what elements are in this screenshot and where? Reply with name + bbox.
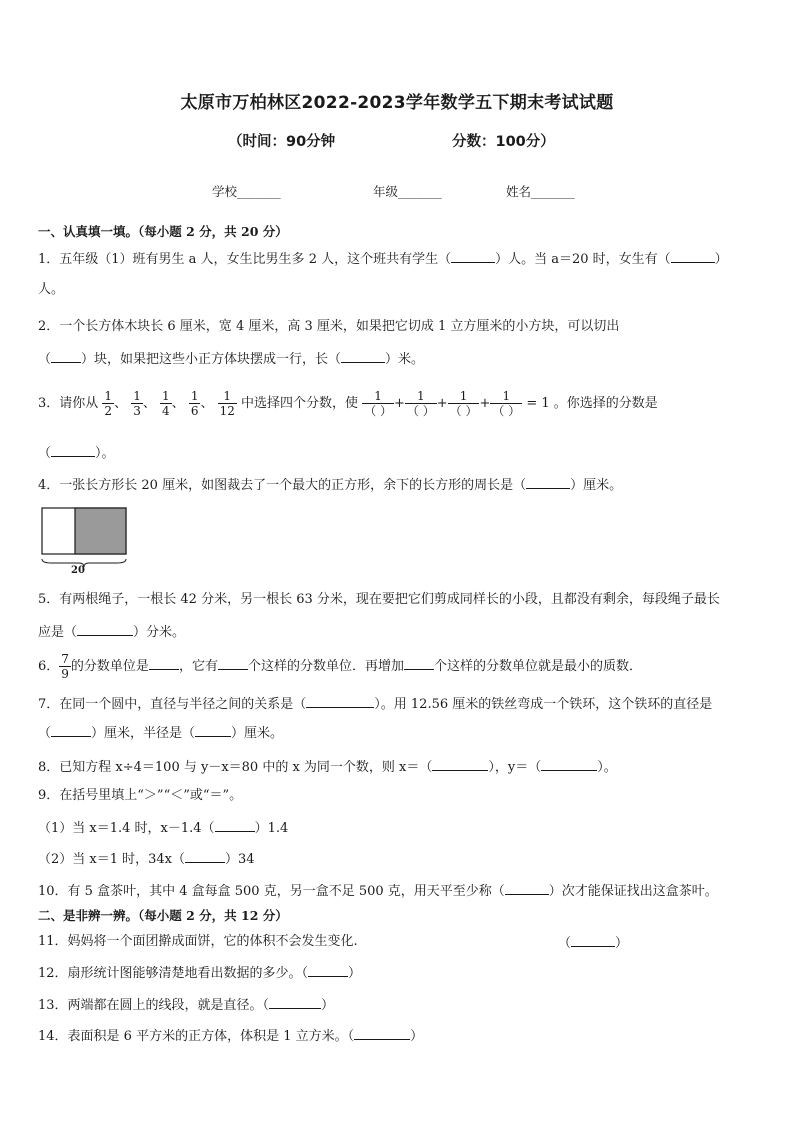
question-text: ）	[348, 966, 362, 981]
answer-blank[interactable]	[451, 248, 495, 263]
question-text: 4．一张长方形长 20 厘米，如图裁去了一个最大的正方形，余下的长方形的周长是（	[38, 478, 527, 493]
answer-blank[interactable]	[149, 655, 179, 670]
question-text: 7．在同一个圆中，直径与半径之间的关系是（	[38, 697, 307, 712]
answer-blank[interactable]	[185, 848, 225, 863]
question-text: 13．两端都在圆上的线段，就是直径。（	[38, 998, 270, 1013]
question-2-line-2	[38, 348, 424, 370]
question-2-line-1: 2．一个长方体木块长 6 厘米，宽 4 厘米，高 3 厘米，如果把它切成 1 立方厘米的小方块，可以切出	[38, 319, 620, 334]
answer-blank[interactable]	[308, 962, 348, 977]
rectangle-figure	[41, 507, 131, 583]
question-text: ）厘米。	[231, 726, 284, 741]
question-text: 中选择四个分数，使	[241, 396, 359, 411]
figure-length-label: 20	[71, 565, 85, 576]
question-6	[38, 650, 642, 684]
answer-blank[interactable]	[51, 722, 91, 737]
question-5-line-2	[38, 621, 185, 643]
answer-blank[interactable]	[51, 348, 81, 363]
fraction-1-12: $\frac{1}{12}$	[219, 389, 235, 418]
question-9-part-2	[38, 848, 255, 870]
question-9-part-1	[38, 817, 288, 839]
question-7-line-2	[38, 722, 283, 744]
question-text: （	[38, 726, 52, 741]
exam-score: 分数：100分）	[452, 134, 555, 150]
answer-blank[interactable]	[306, 693, 374, 708]
question-5-line-1: 5．有两根绳子，一根长 42 分米，另一根长 63 分米，现在要把它们剪成同样长的小段，且都没有剩余，每段绳子最长	[38, 592, 720, 607]
answer-blank[interactable]	[526, 474, 570, 489]
question-text: 3．请你从	[38, 396, 99, 411]
answer-blank[interactable]	[269, 994, 321, 1009]
fraction-1-4: $\frac{1}{4}$	[162, 389, 170, 418]
separator: 、	[142, 396, 156, 411]
question-text: ）	[321, 998, 335, 1013]
question-text: ）米。	[385, 352, 425, 367]
fraction-1-2: $\frac{1}{2}$	[104, 389, 113, 418]
answer-blank[interactable]	[505, 880, 549, 895]
separator: 、	[114, 396, 128, 411]
question-text: ）。用 12.56 厘米的铁丝弯成一个铁环，这个铁环的直径是	[374, 697, 713, 712]
question-text: ）34	[225, 852, 255, 867]
question-text: 8．已知方程 x÷4＝100 与 y－x＝80 中的 x 为同一个数，则 x＝（	[38, 760, 433, 775]
question-text: 个这样的分数单位就是最小的质数．	[433, 659, 642, 674]
question-3-line-1	[38, 384, 658, 424]
name-field[interactable]: 姓名_______	[506, 184, 575, 199]
question-text: ）次才能保证找出这盒茶叶。	[548, 884, 718, 899]
question-9: 9．在括号里填上“＞”“＜”或“＝”。	[38, 788, 243, 803]
question-text: （	[38, 352, 52, 367]
school-field[interactable]: 学校_______	[212, 184, 281, 199]
question-text: ）厘米，半径是（	[91, 726, 196, 741]
answer-blank[interactable]	[671, 248, 715, 263]
plus-sign: +	[479, 396, 491, 411]
fraction-slot[interactable]: $\frac{1}{( )}$	[449, 389, 478, 418]
question-11-answer	[558, 932, 628, 954]
question-7-line-1	[38, 693, 712, 715]
question-text: 个这样的分数单位．再增加	[247, 659, 404, 674]
answer-blank[interactable]	[432, 756, 488, 771]
question-13	[38, 994, 334, 1016]
answer-blank[interactable]	[77, 621, 133, 636]
question-text: ）。	[597, 760, 617, 775]
plus-sign: +	[436, 396, 448, 411]
question-text: 应是（	[38, 625, 78, 640]
question-text: 6．	[38, 659, 60, 674]
plus-sign: +	[394, 396, 405, 411]
question-text: ）块，如果把这些小正方体块摆成一行，长（	[81, 352, 342, 367]
question-1-line-2: 人。	[38, 282, 65, 297]
question-text: 10．有 5 盒茶叶，其中 4 盒每盒 500 克，另一盒不足 500 克，用天平至少称（	[38, 884, 505, 899]
answer-blank[interactable]	[354, 1025, 410, 1040]
answer-blank[interactable]	[571, 932, 615, 947]
question-10	[38, 880, 718, 902]
question-text: 12．扇形统计图能够清楚地看出数据的多少。（	[38, 966, 309, 981]
separator: 、	[171, 396, 185, 411]
question-11: 11．妈妈将一个面团擀成面饼，它的体积不会发生变化.	[38, 934, 358, 949]
fraction-7-9: $\frac{7}{9}$	[61, 652, 69, 681]
fraction-1-3: $\frac{1}{3}$	[133, 389, 141, 418]
answer-blank[interactable]	[404, 655, 434, 670]
question-12	[38, 962, 361, 984]
question-8	[38, 756, 617, 778]
fraction-1-6: $\frac{1}{6}$	[190, 389, 199, 418]
question-text: （1）当 x＝1.4 时，x－1.4（	[38, 821, 215, 836]
question-text: ）1.4	[254, 821, 289, 836]
question-text: ）	[714, 252, 728, 267]
question-14	[38, 1025, 423, 1047]
answer-blank[interactable]	[195, 722, 231, 737]
question-text: 14．表面积是 6 平方米的正方体，体积是 1 立方米。（	[38, 1029, 355, 1044]
question-1-line-1	[38, 248, 728, 270]
question-text: （	[38, 446, 52, 461]
answer-blank[interactable]	[51, 442, 95, 457]
question-text: （2）当 x＝1 时，34x（	[38, 852, 186, 867]
answer-blank[interactable]	[215, 817, 255, 832]
question-4-line-1	[38, 474, 622, 496]
question-text: ）厘米。	[570, 478, 623, 493]
separator: 、	[200, 396, 214, 411]
question-text: 1．五年级（1）班有男生 a 人，女生比男生多 2 人，这个班共有学生（	[38, 252, 452, 267]
section-1-title: 一、认真填一填。（每小题 2 分，共 20 分）	[38, 224, 288, 239]
fraction-slot[interactable]: $\frac{1}{( )}$	[406, 389, 435, 418]
question-3-line-2	[38, 442, 115, 464]
question-text: ），y＝（	[488, 760, 542, 775]
question-text: ）分米。	[133, 625, 186, 640]
question-text: ）	[410, 1029, 424, 1044]
question-text: 的分数单位是	[70, 659, 149, 674]
answer-blank[interactable]	[218, 655, 248, 670]
fraction-slot[interactable]: $\frac{1}{( )}$	[364, 389, 393, 418]
exam-time: （时间：90分钟	[228, 134, 336, 150]
question-text: ）人。当 a＝20 时，女生有（	[495, 252, 671, 267]
answer-blank[interactable]	[341, 348, 385, 363]
question-text: = 1 。你选择的分数是	[526, 396, 658, 411]
question-text: （	[558, 936, 572, 951]
grade-field[interactable]: 年级_______	[373, 184, 442, 199]
section-2-title: 二、是非辨一辨。（每小题 2 分，共 12 分）	[38, 908, 288, 923]
rectangle-diagram	[41, 507, 131, 579]
fraction-slot[interactable]: $\frac{1}{( )}$	[492, 389, 521, 418]
question-text: ）。	[95, 446, 115, 461]
page-title: 太原市万柏林区2022-2023学年数学五下期末考试试题	[180, 93, 614, 113]
question-text: ，它有	[178, 659, 218, 674]
answer-blank[interactable]	[541, 756, 597, 771]
question-text: ）	[615, 936, 629, 951]
